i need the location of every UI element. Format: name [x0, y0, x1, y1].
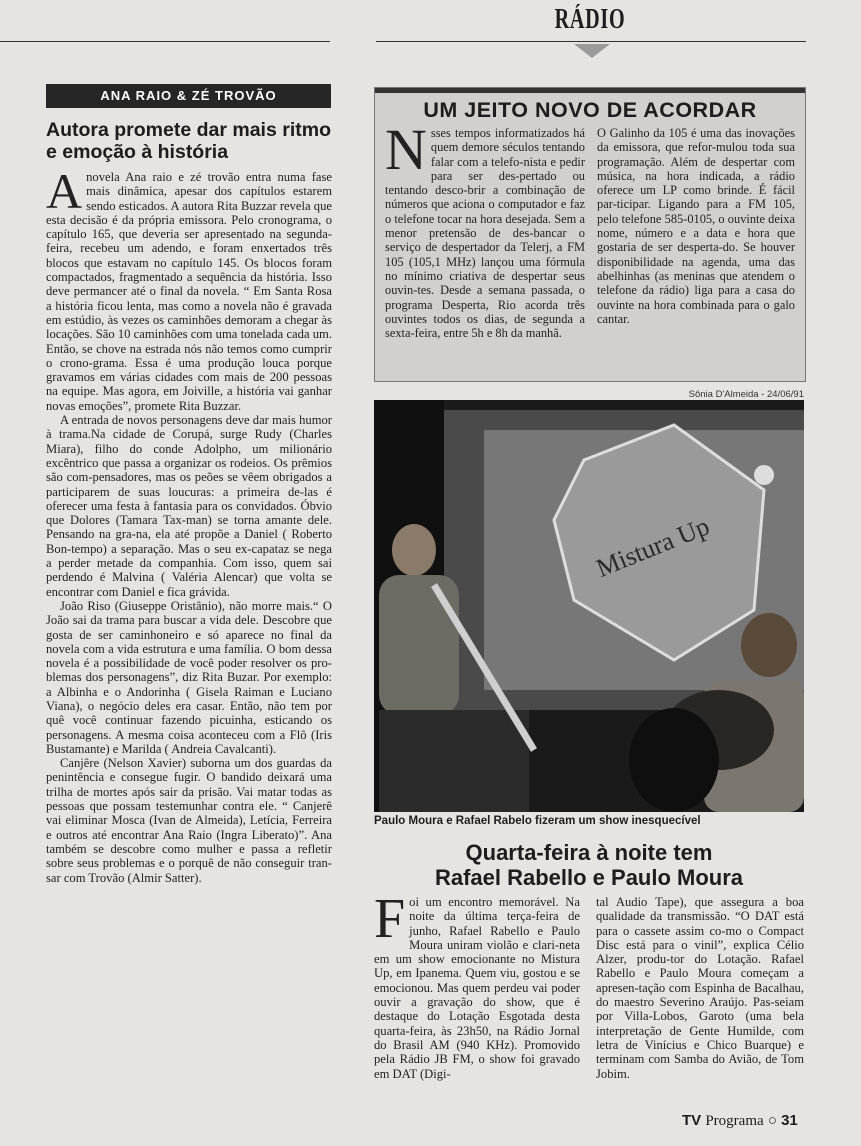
- article-paragraph: Canjêre (Nelson Xavier) suborna um dos guardas da penintência e consegue fugir. O bandido deixará uma trilha de mortes após sair da prisão. Vai matar todas as pessoas que possam testemunhar contra ele. “ Canjerê vai eliminar Mosca (Ivan de Almeida), Letícia, Ferreira e outros até encontrar Ana Raio (Ingra Liberato)”. Ana também se descobre como mulher e passa a refletir sobre seus problemas e o porquê de não conseguir tran-sar com Trovão (Almir Satter).: [46, 756, 332, 885]
- header-rule-left: [0, 41, 330, 42]
- footer-word: Programa: [705, 1113, 764, 1129]
- dropcap: N: [385, 126, 427, 182]
- page-footer: [682, 1112, 806, 1130]
- bottom-headline-line-1: Quarta-feira à noite tem: [465, 840, 713, 865]
- article-paragraph: A entrada de novos personagens deve dar mais humor à trama.Na cidade de Corupá, surge Rudy (Charles Miara), filho do conde Adolpho, um milionário excêntrico que passa a organizar os rodeios. Os prêmios são com-pensadores, mas os peões se vêem obrigados a participarem de suas loucuras: a primeira de-las é oferecer uma festa à fantasia para os convidados. Óbvio que Dolores (Tamara Tax-man) se torna amante dele. Pensando na gra-na, ela até propõe a Daniel ( Roberto Bon-tempo) a separação. Mas o seu ex-capataz se nega a perder metade da companhia. Com isso, quem sai perdendo é Malvina ( Valéria Alencar) que volta se encontrar com Daniel e fica grávida.: [46, 413, 332, 599]
- article-paragraph: novela Ana raio e zé trovão entra numa fase mais dinâmica, apesar dos capítulos estarem sendo esticados. A autora Rita Buzzar revela que esta decisão é da própria emissora. Pelo cronograma, o capítulo 165, que deveria ser apresentado na segunda-feira, recebeu um adendo, e foram enxertados três blocos que estavam no capítulo 145. Os blocos foram compactados, fragmentado a sequência da história. Isso deve permancer até o final da novela. “ Em Santa Rosa a história ficou lenta, mas como a novela não é gravada em estúdio, às vezes os caminhões demoram a chegar às locações. São 10 caminhões com uma tonelada cada um. Então, se chove na estrada nós não temos como cumprir o crono-grama. Essa é uma produção louca porque gravamos em várias cidades com mais de 200 pessoas na equipe. Mas agora, em Joiville, a história vai ganhar novas emoções”, promete Rita Buzzar.: [46, 170, 332, 413]
- page-number: 31: [781, 1112, 798, 1129]
- section-title: RÁDIO: [554, 4, 626, 35]
- section-marker-icon: [574, 44, 610, 58]
- bottom-headline-line-2: Rafael Rabello e Paulo Moura: [434, 865, 744, 890]
- article-paragraph: João Riso (Giuseppe Oristânio), não morre mais.“ O João sai da trama para buscar a vida dele. Descobre que gosta de ser caminhoneiro e só aparece no final da novela com a vida estrutura e uma família. O bom dessa novela é a possibilidade de você poder resolver os pro-blemas dos personagens”, diz Rita Buzar. Por exemplo: a Albinha e o Andorinha ( Gisela Raiman e Luciano Viana), o negócio deles era casar. Então, não tem por quê você continuar fazendo picuinha, esticando os personagens. A mesma coisa aconteceu com a Flô (Iris Bustamante) e Marilda ( Andreia Cavalcanti).: [46, 598, 332, 756]
- photo-credit: Sônia D'Almeida - 24/06/91: [688, 389, 804, 400]
- bottom-column-2: tal Audio Tape), que assegura a boa qualidade da transmissão. “O DAT está para o cassete assim co-mo o Compact Disc está para o vinil”, explica Célio Alzer, produ-tor do Lotação. Rafael Rabello e Paulo Moura começam a apresen-tação com Espinha de Bacalhau, do maestro Severino Araújo. Pas-seiam por Villa-Lobos, Garoto (uma bela interpretação de Gente Humilde, com letra de Vinícius e Chico Buarque) e terminam com Samba do Avião, de Tom Jobim.: [596, 895, 804, 1081]
- concert-photo: [374, 400, 804, 812]
- photo-image: [374, 400, 804, 812]
- article-body: [46, 170, 332, 1105]
- box-headline: UM JEITO NOVO DE ACORDAR: [423, 98, 757, 122]
- photo-caption: Paulo Moura e Rafael Rabelo fizeram um show inesquecível: [374, 815, 701, 827]
- photo-sign-text: Mistura Up: [592, 511, 714, 583]
- article-headline: Autora promete dar mais ritmo e emoção à história: [46, 119, 331, 164]
- bottom-column-1: Foi um encontro memorável. Na noite da última terça-feira de junho, Rafael Rabello e Paulo Moura uniram violão e clari-neta em um show emocionante no Mistura Up, em Ipanema. Quem viu, gostou e se emocionou. Mas quem perdeu vai poder ouvir a gravação do show, que é destaque do Lotação Esgotada desta quarta-feira, às 23h50, na Rádio Jornal do Brasil AM (940 KHz). Promovido pela Rádio JB FM, o show foi gravado em DAT (Digi-: [374, 895, 580, 1081]
- dropcap: A: [46, 170, 83, 219]
- dropcap: F: [374, 895, 406, 950]
- box-article: [374, 87, 806, 382]
- footer-brand: TV: [682, 1112, 702, 1129]
- box-top-rule: [375, 88, 805, 93]
- header-rule-right: [376, 41, 806, 42]
- bottom-headline: [374, 840, 804, 890]
- box-column-1: Nsses tempos informatizados há quem demore séculos tentando falar com a telefo-nista e pedir para ser des-pertado ou tentando desco-brir a combinação de números que aciona o computador e faz o telefone tocar na hora desejada. Sem a menor pretensão de des-bancar o serviço de despertador da Telerj, a FM 105 (105,1 MHz) lançou uma fórmula no mínimo criativa de despertar seus ouvin-tes. Desde a semana passada, o programa Desperta, Rio acorda três ouvintes todos os dias, de segunda a sexta-feira, entre 5h e 8h da manhã.: [385, 126, 585, 341]
- circle-icon: ○: [767, 1112, 777, 1129]
- article-tag: ANA RAIO & ZÉ TROVÃO: [46, 84, 331, 108]
- box-column-2: O Galinho da 105 é uma das inovações da emissora, que refor-mulou toda sua programação. Além de despertar com música, na hora indicada, a rádio oferece um LP como brinde. É fácil par-ticipar. Ligando para a FM 105, pelo telefone 585-0105, o ouvinte deixa nome, número e a data e hora que gostaria de ser desperta-do. Se houver disponibilidade na agenda, uma das abelhinhas (as meninas que atendem o telefone da rádio) liga para a casa do ouvinte na hora combinada para o galo cantar.: [597, 126, 795, 326]
